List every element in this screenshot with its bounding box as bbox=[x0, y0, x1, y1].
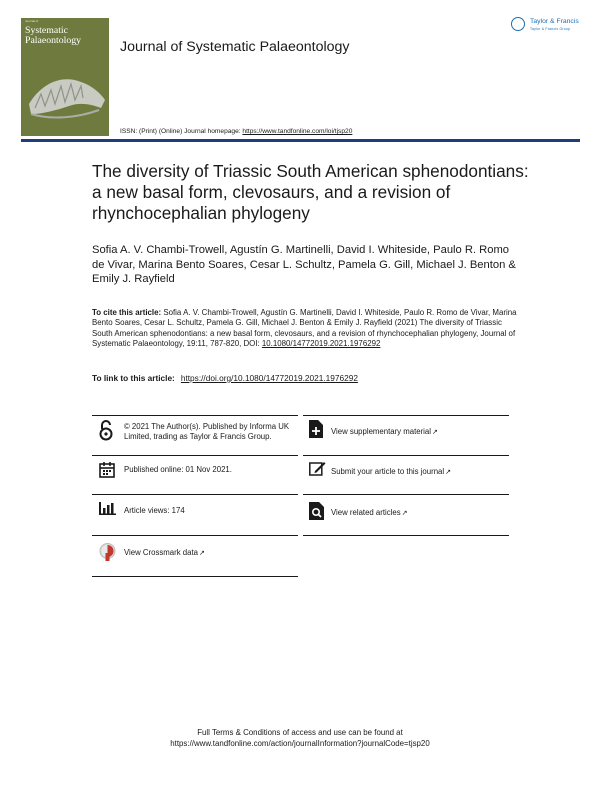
divider bbox=[303, 494, 509, 495]
external-link-icon: ↗ bbox=[401, 510, 408, 517]
journal-title[interactable]: Journal of Systematic Palaeontology bbox=[120, 39, 350, 55]
edit-icon bbox=[309, 461, 326, 476]
cover-title: Systematic Palaeontology bbox=[25, 25, 82, 46]
cite-text: Sofia A. V. Chambi-Trowell, Agustín G. Martinelli, David I. Whiteside, Paulo R. Romo de Vivar, Marina Bento Soares, Cesar L. Schultz, Pamela G. Gill, Michael J. Benton & Emily J. Rayfield (2021) The diversity of Triassic South American sphenodontians: a new basal form, clevosaurs, and a revision of rhynchocephalian phylogeny, Journal of Systematic Palaeontology, 19:11, 787-820, DOI: bbox=[92, 308, 517, 349]
article-link[interactable]: https://doi.org/10.1080/14772019.2021.1976292 bbox=[180, 373, 358, 383]
crossmark-icon[interactable] bbox=[99, 543, 116, 562]
cite-label: To cite this article: bbox=[92, 308, 162, 317]
divider bbox=[303, 535, 509, 536]
external-link-icon: ↗ bbox=[431, 429, 438, 436]
published-date: Published online: 01 Nov 2021. bbox=[124, 465, 232, 474]
supplementary-label[interactable]: View supplementary material bbox=[331, 427, 431, 436]
fossil-image bbox=[21, 64, 109, 136]
publisher-circle-icon bbox=[511, 17, 525, 31]
submit-link[interactable] bbox=[331, 467, 451, 478]
related-link[interactable] bbox=[331, 508, 408, 519]
calendar-icon bbox=[99, 461, 115, 478]
crossmark-label[interactable]: View Crossmark data bbox=[124, 548, 198, 557]
link-label: To link to this article: bbox=[92, 373, 175, 383]
bar-chart-icon bbox=[99, 502, 116, 515]
footer-line2[interactable]: https://www.tandfonline.com/action/journalInformation?journalCode=tjsp20 bbox=[170, 739, 430, 749]
divider bbox=[92, 494, 298, 495]
article-authors: Sofia A. V. Chambi-Trowell, Agustín G. Martinelli, David I. Whiteside, Paulo R. Romo de Vivar, Marina Bento Soares, Cesar L. Schultz, Pamela G. Gill, Michael J. Benton & Emily J. Rayfield bbox=[92, 244, 516, 286]
divider bbox=[92, 455, 298, 456]
footer bbox=[0, 727, 600, 750]
external-link-icon: ↗ bbox=[198, 550, 205, 557]
homepage-link[interactable]: https://www.tandfonline.com/loi/tjsp20 bbox=[242, 128, 353, 135]
crossmark-link[interactable] bbox=[124, 548, 205, 559]
divider bbox=[303, 415, 509, 416]
publisher-logo-line2: Taylor & Francis Group bbox=[530, 27, 571, 31]
citation bbox=[92, 308, 522, 350]
divider bbox=[92, 535, 298, 536]
article-views: Article views: 174 bbox=[124, 506, 185, 515]
publisher-logo[interactable] bbox=[509, 15, 585, 37]
issn-text: ISSN: (Print) (Online) Journal homepage: bbox=[120, 128, 243, 135]
divider bbox=[92, 576, 298, 577]
journal-cover bbox=[21, 18, 109, 136]
link-to-article bbox=[92, 373, 358, 383]
related-label[interactable]: View related articles bbox=[331, 508, 401, 517]
supplementary-link[interactable] bbox=[331, 427, 438, 438]
footer-line1: Full Terms & Conditions of access and use can be found at bbox=[197, 728, 403, 737]
article-title: The diversity of Triassic South American sphenodontians: a new basal form, clevosaurs, and a revision of rhynchocephalian phylogeny bbox=[92, 161, 529, 223]
header-divider bbox=[21, 139, 580, 142]
open-access-icon bbox=[99, 419, 113, 441]
cover-top-text: Journal of bbox=[25, 19, 39, 23]
issn-line bbox=[120, 128, 352, 135]
doi-link[interactable]: 10.1080/14772019.2021.1976292 bbox=[261, 339, 381, 349]
publisher-logo-line1: Taylor & Francis bbox=[530, 18, 579, 25]
external-link-icon: ↗ bbox=[445, 469, 451, 476]
submit-label[interactable]: Submit your article to this journal bbox=[331, 467, 445, 476]
license-text: © 2021 The Author(s). Published by Informa UK Limited, trading as Taylor & Francis Group. bbox=[124, 422, 290, 441]
divider bbox=[92, 415, 298, 416]
divider bbox=[303, 455, 509, 456]
search-document-icon bbox=[309, 502, 325, 520]
add-document-icon bbox=[309, 420, 323, 438]
